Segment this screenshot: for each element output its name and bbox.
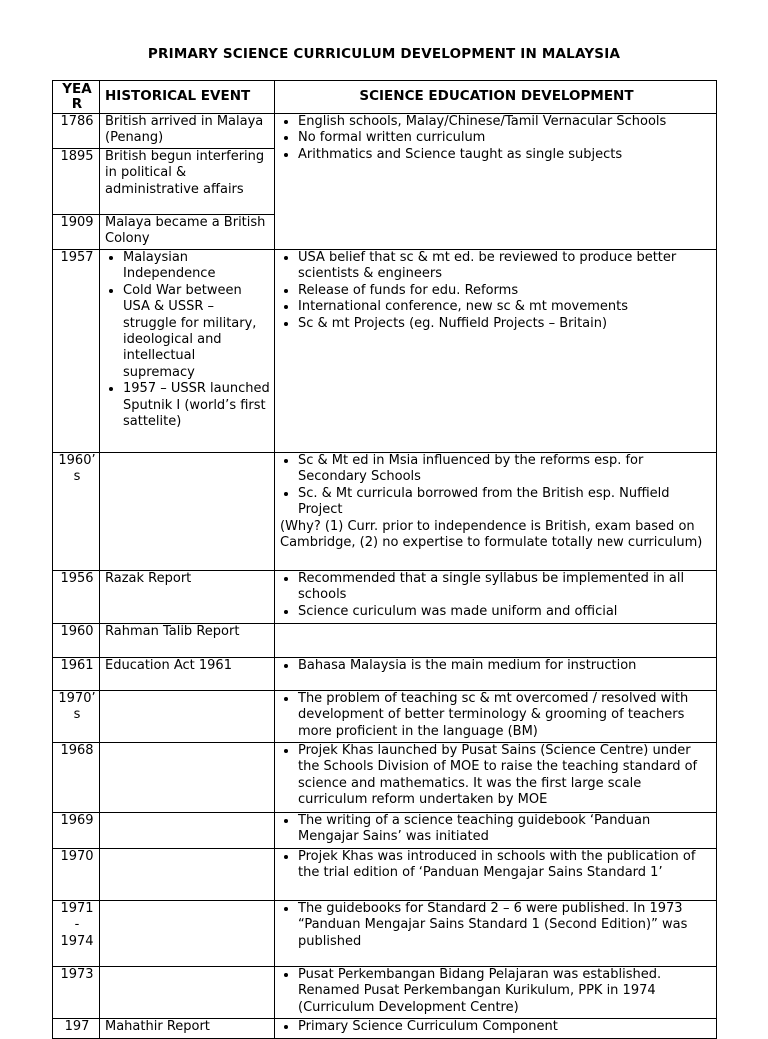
science-list bbox=[280, 743, 713, 809]
table-row bbox=[53, 901, 717, 967]
list-item: • Recommended that a single syllabus be implemented in all schools bbox=[298, 571, 713, 604]
science-cell bbox=[275, 571, 717, 624]
science-list bbox=[280, 250, 713, 332]
event-cell bbox=[100, 901, 275, 967]
science-cell bbox=[275, 691, 717, 743]
list-item: • 1957 – USSR launched Sputnik I (world’s first sattelite) bbox=[123, 381, 271, 430]
list-item: • Arithmatics and Science taught as single subjects bbox=[298, 147, 713, 163]
science-list bbox=[280, 1019, 713, 1035]
table-row bbox=[53, 453, 717, 571]
table-row bbox=[53, 743, 717, 813]
list-item: • Projek Khas launched by Pusat Sains (Science Centre) under the Schools Division of MOE to raise the teaching standard of science and mathematics. It was the first large scale curriculum reform undertaken by MOE bbox=[298, 743, 713, 809]
science-cell bbox=[275, 114, 717, 250]
year-cell: 1909 bbox=[53, 215, 100, 250]
event-cell: Malaya became a British Colony bbox=[100, 215, 275, 250]
science-cell bbox=[275, 813, 717, 849]
event-cell bbox=[100, 849, 275, 901]
year-cell: 1971 - 1974 bbox=[53, 901, 100, 967]
event-cell bbox=[100, 691, 275, 743]
list-item: • Sc & Mt ed in Msia influenced by the reforms esp. for Secondary Schools bbox=[298, 453, 713, 486]
year-cell: 1895 bbox=[53, 149, 100, 215]
event-cell bbox=[100, 813, 275, 849]
table-row bbox=[53, 967, 717, 1019]
year-cell: 1973 bbox=[53, 967, 100, 1019]
table-row bbox=[53, 691, 717, 743]
table-row bbox=[53, 250, 717, 453]
event-cell: British begun interfering in political & administrative affairs bbox=[100, 149, 275, 215]
table-row bbox=[53, 114, 717, 149]
year-cell: 1970 bbox=[53, 849, 100, 901]
list-item: • English schools, Malay/Chinese/Tamil Vernacular Schools bbox=[298, 114, 713, 130]
event-cell: Mahathir Report bbox=[100, 1019, 275, 1039]
event-cell: Razak Report bbox=[100, 571, 275, 624]
science-cell bbox=[275, 453, 717, 571]
year-cell: 1956 bbox=[53, 571, 100, 624]
event-cell bbox=[100, 250, 275, 453]
list-item: • Sc. & Mt curricula borrowed from the British esp. Nuffield Project bbox=[298, 486, 713, 519]
science-cell bbox=[275, 967, 717, 1019]
list-item: • USA belief that sc & mt ed. be reviewed to produce better scientists & engineers bbox=[298, 250, 713, 283]
science-cell bbox=[275, 743, 717, 813]
header-historical-event: HISTORICAL EVENT bbox=[100, 81, 275, 114]
list-item: • Sc & mt Projects (eg. Nuffield Projects – Britain) bbox=[298, 316, 713, 332]
year-cell: 1786 bbox=[53, 114, 100, 149]
list-item: • The writing of a science teaching guidebook ‘Panduan Mengajar Sains’ was initiated bbox=[298, 813, 713, 846]
event-cell bbox=[100, 967, 275, 1019]
list-item: • Release of funds for edu. Reforms bbox=[298, 283, 713, 299]
list-item: • Science curiculum was made uniform and official bbox=[298, 604, 713, 620]
year-cell: 1970’s bbox=[53, 691, 100, 743]
document-title: PRIMARY SCIENCE CURRICULUM DEVELOPMENT IN MALAYSIA bbox=[147, 46, 621, 62]
year-cell: 1960 bbox=[53, 624, 100, 658]
header-science-development: SCIENCE EDUCATION DEVELOPMENT bbox=[275, 81, 717, 114]
year-cell: 197 bbox=[53, 1019, 100, 1039]
science-list bbox=[280, 901, 713, 950]
event-cell: Rahman Talib Report bbox=[100, 624, 275, 658]
science-list bbox=[280, 453, 713, 519]
science-list bbox=[280, 849, 713, 882]
science-cell bbox=[275, 849, 717, 901]
list-item: • Cold War between USA & USSR – struggle for military, ideological and intellectual supremacy bbox=[123, 283, 271, 381]
science-list bbox=[280, 114, 713, 163]
list-item: • Projek Khas was introduced in schools with the publication of the trial edition of ‘Panduan Mengajar Sains Standard 1’ bbox=[298, 849, 713, 882]
event-cell bbox=[100, 453, 275, 571]
science-list bbox=[280, 813, 713, 846]
science-note: (Why? (1) Curr. prior to independence is British, exam based on Cambridge, (2) no expertise to formulate totally new curriculum) bbox=[280, 518, 703, 551]
table-header-row bbox=[53, 81, 717, 114]
list-item: • No formal written curriculum bbox=[298, 130, 713, 146]
year-cell: 1969 bbox=[53, 813, 100, 849]
list-item: • Malaysian Independence bbox=[123, 250, 271, 283]
list-item: • Bahasa Malaysia is the main medium for instruction bbox=[298, 658, 713, 674]
science-cell bbox=[275, 1019, 717, 1039]
event-cell bbox=[100, 743, 275, 813]
event-cell: Education Act 1961 bbox=[100, 658, 275, 691]
table-row bbox=[53, 1019, 717, 1039]
header-year: YEAR bbox=[53, 81, 100, 114]
table-row bbox=[53, 849, 717, 901]
science-list bbox=[280, 691, 713, 740]
list-item: • The problem of teaching sc & mt overcomed / resolved with development of better terminology & grooming of teachers more proficient in the language (BM) bbox=[298, 691, 713, 740]
list-item: • The guidebooks for Standard 2 – 6 were published. In 1973 “Panduan Mengajar Sains Standard 1 (Second Edition)” was published bbox=[298, 901, 713, 950]
table-row bbox=[53, 624, 717, 658]
event-list bbox=[105, 250, 271, 430]
table-row bbox=[53, 658, 717, 691]
science-list bbox=[280, 571, 713, 620]
science-cell bbox=[275, 658, 717, 691]
science-list bbox=[280, 967, 713, 1016]
event-cell: British arrived in Malaya (Penang) bbox=[100, 114, 275, 149]
table-row bbox=[53, 813, 717, 849]
year-cell: 1957 bbox=[53, 250, 100, 453]
science-cell bbox=[275, 624, 717, 658]
list-item: • International conference, new sc & mt movements bbox=[298, 299, 713, 315]
list-item: • Primary Science Curriculum Component bbox=[298, 1019, 713, 1035]
year-cell: 1961 bbox=[53, 658, 100, 691]
science-list bbox=[280, 658, 713, 674]
table-row bbox=[53, 571, 717, 624]
year-cell: 1968 bbox=[53, 743, 100, 813]
year-cell: 1960’s bbox=[53, 453, 100, 571]
curriculum-table bbox=[52, 80, 717, 1039]
list-item: • Pusat Perkembangan Bidang Pelajaran was established. Renamed Pusat Perkembangan Kurikulum, PPK in 1974 (Curriculum Development Centre) bbox=[298, 967, 713, 1016]
science-cell bbox=[275, 250, 717, 453]
science-cell bbox=[275, 901, 717, 967]
